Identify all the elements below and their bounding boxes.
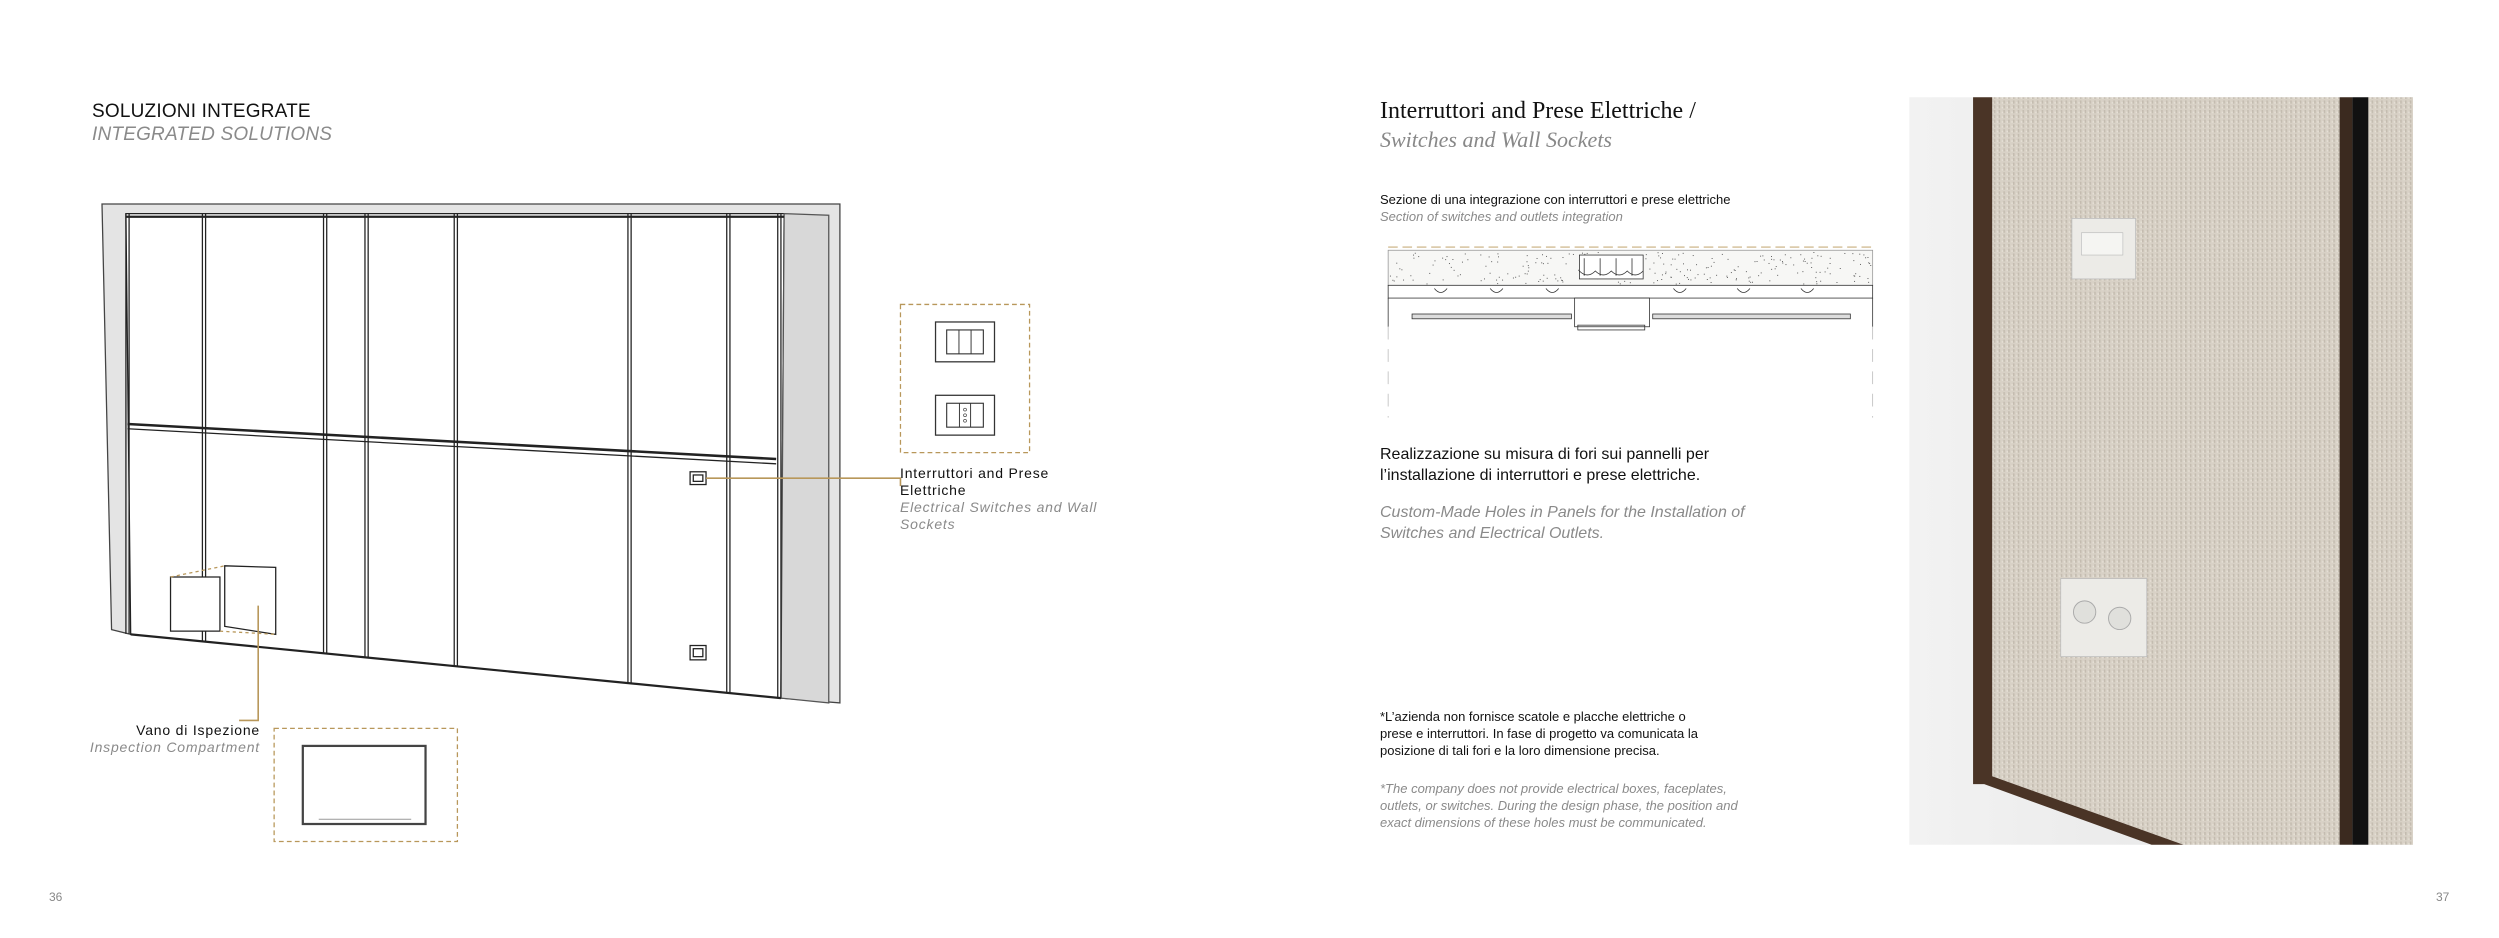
- speckle: [1750, 282, 1751, 283]
- speckle: [1458, 275, 1459, 276]
- speckle: [1620, 283, 1621, 284]
- speckle: [1840, 268, 1841, 269]
- speckle: [1598, 252, 1599, 253]
- speckle: [1484, 278, 1485, 279]
- section-caption-en: Section of switches and outlets integration: [1380, 209, 1623, 224]
- speckle: [1760, 256, 1761, 257]
- speckle: [1535, 262, 1536, 263]
- speckle: [1449, 263, 1450, 264]
- speckle: [1811, 262, 1812, 263]
- speckle: [1462, 262, 1463, 263]
- speckle: [1499, 277, 1500, 278]
- note-en: *The company does not provide electrical boxes, faceplates, outlets, or switches. During the design phase, the position and exact dimensions of these holes must be communicated.: [1380, 781, 1738, 830]
- speckle: [1746, 271, 1747, 272]
- speckle: [1527, 273, 1528, 274]
- speckle: [1855, 273, 1856, 274]
- speckle: [1820, 281, 1821, 282]
- speckle: [1527, 255, 1528, 256]
- speckle: [1489, 256, 1490, 257]
- speckle: [1755, 261, 1756, 262]
- speckle: [1769, 263, 1770, 264]
- speckle: [1790, 257, 1791, 258]
- speckle: [1443, 279, 1444, 280]
- speckle: [1454, 270, 1455, 271]
- speckle: [1728, 259, 1729, 260]
- speckle: [1401, 269, 1402, 270]
- section-subtitle: Switches and Wall Sockets: [1380, 127, 1612, 152]
- speckle: [1569, 253, 1570, 254]
- speckle: [1392, 280, 1393, 281]
- speckle: [1525, 273, 1526, 274]
- speckle: [1816, 272, 1817, 273]
- speckle: [1803, 261, 1804, 262]
- speckle: [1480, 254, 1481, 255]
- speckle: [1662, 274, 1663, 275]
- speckle: [1658, 255, 1659, 256]
- speckle: [1672, 259, 1673, 260]
- speckle: [1731, 272, 1732, 273]
- speckle: [1562, 282, 1563, 283]
- speckle: [1811, 258, 1812, 259]
- speckle: [1695, 278, 1696, 279]
- speckle: [1465, 253, 1466, 254]
- speckle: [1562, 257, 1563, 258]
- speckle: [1646, 254, 1647, 255]
- speckle: [1722, 254, 1723, 255]
- speckle: [1410, 275, 1411, 276]
- speckle: [1451, 267, 1452, 268]
- speckle: [1497, 253, 1498, 254]
- speckle: [1653, 282, 1654, 283]
- speckle: [1749, 281, 1750, 282]
- speckle: [1390, 276, 1391, 277]
- speckle: [1870, 265, 1871, 266]
- speckle: [1830, 258, 1831, 259]
- page-subtitle: INTEGRATED SOLUTIONS: [92, 124, 333, 145]
- speckle: [1496, 280, 1497, 281]
- speckle: [1447, 256, 1448, 257]
- speckle: [1543, 281, 1544, 282]
- speckle: [1676, 284, 1677, 285]
- wall-photo: [1909, 97, 2413, 844]
- speckle: [1547, 263, 1548, 264]
- speckle: [1771, 256, 1772, 257]
- switch-plate-icon: [936, 322, 995, 362]
- speckle: [1762, 255, 1763, 256]
- speckle: [1752, 282, 1753, 283]
- speckle: [1771, 269, 1772, 270]
- speckle: [1528, 271, 1529, 272]
- speckle: [1671, 264, 1672, 265]
- speckle: [1658, 252, 1659, 253]
- note: *L’azienda non fornisce scatole e placche elettriche o prese e interruttori. In fase di progetto va comunicata la posizione di tali fori e la loro dimensione precisa.: [1380, 709, 1698, 758]
- speckle: [1676, 269, 1677, 270]
- speckle: [1660, 257, 1661, 258]
- speckle: [1566, 263, 1567, 264]
- speckle: [1538, 281, 1539, 282]
- speckle: [1800, 254, 1801, 255]
- speckle: [1807, 263, 1808, 264]
- page-number-right: 37: [2436, 890, 2450, 904]
- speckle: [1442, 258, 1443, 259]
- speckle: [1782, 263, 1783, 264]
- speckle: [1433, 265, 1434, 266]
- speckle: [1706, 267, 1707, 268]
- description-en: Custom-Made Holes in Panels for the Installation of Switches and Electrical Outlets.: [1380, 504, 1745, 542]
- page-number-left: 36: [49, 890, 63, 904]
- speckle: [1825, 271, 1826, 272]
- speckle: [1429, 273, 1430, 274]
- speckle: [1712, 258, 1713, 259]
- speckle: [1836, 282, 1837, 283]
- speckle: [1649, 269, 1650, 270]
- speckle: [1413, 280, 1414, 281]
- speckle: [1663, 264, 1664, 265]
- speckle: [1467, 259, 1468, 260]
- speckle: [1690, 270, 1691, 271]
- speckle: [1867, 278, 1868, 279]
- speckle: [1868, 282, 1869, 283]
- speckle: [1452, 259, 1453, 260]
- speckle: [1688, 279, 1689, 280]
- speckle: [1852, 253, 1853, 254]
- speckle: [1816, 281, 1817, 282]
- speckle: [1683, 263, 1684, 264]
- speckle: [1618, 282, 1619, 283]
- speckle: [1817, 255, 1818, 256]
- speckle: [1797, 273, 1798, 274]
- speckle: [1587, 253, 1588, 254]
- speckle: [1680, 271, 1681, 272]
- speckle: [1758, 275, 1759, 276]
- speckle: [1675, 259, 1676, 260]
- callout-switches: [900, 465, 1120, 533]
- speckle: [1497, 283, 1498, 284]
- speckle: [1543, 263, 1544, 264]
- speckle: [1738, 266, 1739, 267]
- speckle: [1853, 260, 1854, 261]
- speckle: [1584, 254, 1585, 255]
- speckle: [1821, 256, 1822, 257]
- speckle: [1502, 280, 1503, 281]
- speckle: [1802, 271, 1803, 272]
- photo-sockets: [2061, 579, 2147, 657]
- speckle: [1687, 269, 1688, 270]
- speckle: [1573, 254, 1574, 255]
- section-drawing: [1388, 247, 1873, 418]
- speckle: [1653, 263, 1654, 264]
- speckle: [1816, 283, 1817, 284]
- speckle: [1399, 268, 1400, 269]
- speckle: [1460, 274, 1461, 275]
- speckle: [1396, 263, 1397, 264]
- switches-detail-box: [900, 304, 1029, 452]
- speckle: [1868, 262, 1869, 263]
- speckle: [1854, 281, 1855, 282]
- wall-drawing: [102, 204, 840, 703]
- speckle: [1655, 273, 1656, 274]
- speckle: [1527, 261, 1528, 262]
- speckle: [1704, 274, 1705, 275]
- speckle: [1736, 279, 1737, 280]
- callout-switches-title: Interruttori and Prese Elettriche: [900, 465, 1050, 498]
- speckle: [1554, 274, 1555, 275]
- speckle: [1403, 280, 1404, 281]
- speckle: [1708, 267, 1709, 268]
- speckle: [1666, 272, 1667, 273]
- speckle: [1394, 281, 1395, 282]
- speckle: [1698, 274, 1699, 275]
- speckle: [1555, 278, 1556, 279]
- speckle: [1776, 266, 1777, 267]
- speckle: [1528, 265, 1529, 266]
- callout-inspection: [60, 722, 260, 756]
- speckle: [1497, 262, 1498, 263]
- speckle: [1657, 280, 1658, 281]
- speckle: [1769, 280, 1770, 281]
- speckle: [1557, 280, 1558, 281]
- speckle: [1736, 278, 1737, 279]
- socket-plate-icon: [936, 395, 995, 435]
- speckle: [1413, 255, 1414, 256]
- speckle: [1543, 275, 1544, 276]
- speckle: [1707, 279, 1708, 280]
- speckle: [1734, 269, 1735, 270]
- speckle: [1711, 266, 1712, 267]
- speckle: [1775, 268, 1776, 269]
- section-caption: Sezione di una integrazione con interruttori e prese elettriche: [1380, 192, 1731, 207]
- speckle: [1764, 260, 1765, 261]
- speckle: [1854, 276, 1855, 277]
- speckle: [1525, 283, 1526, 284]
- speckle: [1435, 260, 1436, 261]
- speckle: [1805, 261, 1806, 262]
- speckle: [1507, 273, 1508, 274]
- speckle: [1865, 257, 1866, 258]
- speckle: [1860, 264, 1861, 265]
- callout-switches-subtitle: Electrical Switches and Wall Sockets: [900, 499, 1098, 532]
- callout-inspection-title: Vano di Ispezione: [136, 722, 260, 738]
- speckle: [1519, 276, 1520, 277]
- speckle: [1678, 254, 1679, 255]
- speckle: [1684, 275, 1685, 276]
- speckle: [1498, 256, 1499, 257]
- speckle: [1528, 267, 1529, 268]
- speckle: [1803, 284, 1804, 285]
- speckle: [1714, 262, 1715, 263]
- speckle: [1793, 264, 1794, 265]
- speckle: [1869, 263, 1870, 264]
- speckle: [1542, 254, 1543, 255]
- speckle: [1782, 261, 1783, 262]
- speckle: [1541, 262, 1542, 263]
- speckle: [1515, 277, 1516, 278]
- speckle: [1562, 280, 1563, 281]
- speckle: [1481, 280, 1482, 281]
- speckle: [1771, 259, 1772, 260]
- speckle: [1546, 256, 1547, 257]
- speckle: [1540, 279, 1541, 280]
- speckle: [1645, 258, 1646, 259]
- speckle: [1523, 266, 1524, 267]
- speckle: [1665, 273, 1666, 274]
- speckle: [1687, 277, 1688, 278]
- speckle: [1867, 257, 1868, 258]
- speckle: [1863, 254, 1864, 255]
- speckle: [1815, 277, 1816, 278]
- speckle: [1445, 259, 1446, 260]
- speckle: [1485, 266, 1486, 267]
- speckle: [1630, 282, 1631, 283]
- description: Realizzazione su misura di fori sui pannelli per l’installazione di interruttori e prese elettriche.: [1380, 446, 1710, 484]
- speckle: [1727, 277, 1728, 278]
- speckle: [1813, 252, 1814, 253]
- speckle: [1811, 267, 1812, 268]
- speckle: [1820, 272, 1821, 273]
- speckle: [1661, 279, 1662, 280]
- inspection-detail-box: [274, 728, 457, 841]
- speckle: [1750, 277, 1751, 278]
- speckle: [1859, 276, 1860, 277]
- speckle: [1679, 283, 1680, 284]
- speckle: [1859, 254, 1860, 255]
- speckle: [1491, 261, 1492, 262]
- speckle: [1757, 261, 1758, 262]
- speckle: [1726, 276, 1727, 277]
- speckle: [1683, 253, 1684, 254]
- speckle: [1827, 268, 1828, 269]
- speckle: [1490, 273, 1491, 274]
- speckle: [1693, 255, 1694, 256]
- speckle: [1427, 283, 1428, 284]
- speckle: [1773, 259, 1774, 260]
- speckle: [1413, 258, 1414, 259]
- page-title: SOLUZIONI INTEGRATE: [92, 101, 311, 122]
- speckle: [1777, 275, 1778, 276]
- speckle: [1804, 259, 1805, 260]
- speckle: [1748, 277, 1749, 278]
- speckle: [1671, 277, 1672, 278]
- speckle: [1415, 253, 1416, 254]
- speckle: [1785, 264, 1786, 265]
- speckle: [1716, 275, 1717, 276]
- speckle: [1830, 273, 1831, 274]
- speckle: [1560, 277, 1561, 278]
- speckle: [1711, 282, 1712, 283]
- speckle: [1513, 278, 1514, 279]
- speckle: [1396, 276, 1397, 277]
- speckle: [1780, 260, 1781, 261]
- speckle: [1582, 253, 1583, 254]
- speckle: [1761, 272, 1762, 273]
- speckle: [1844, 253, 1845, 254]
- speckle: [1537, 258, 1538, 259]
- speckle: [1710, 277, 1711, 278]
- speckle: [1735, 270, 1736, 271]
- speckle: [1690, 279, 1691, 280]
- speckle: [1785, 254, 1786, 255]
- speckle: [1624, 281, 1625, 282]
- speckle: [1550, 258, 1551, 259]
- speckle: [1696, 264, 1697, 265]
- speckle: [1418, 256, 1419, 257]
- speckle: [1662, 253, 1663, 254]
- speckle: [1578, 270, 1579, 271]
- speckle: [1547, 278, 1548, 279]
- section-title: Interruttori and Prese Elettriche /: [1380, 98, 1696, 124]
- callout-inspection-subtitle: Inspection Compartment: [89, 739, 260, 755]
- speckle: [1830, 263, 1831, 264]
